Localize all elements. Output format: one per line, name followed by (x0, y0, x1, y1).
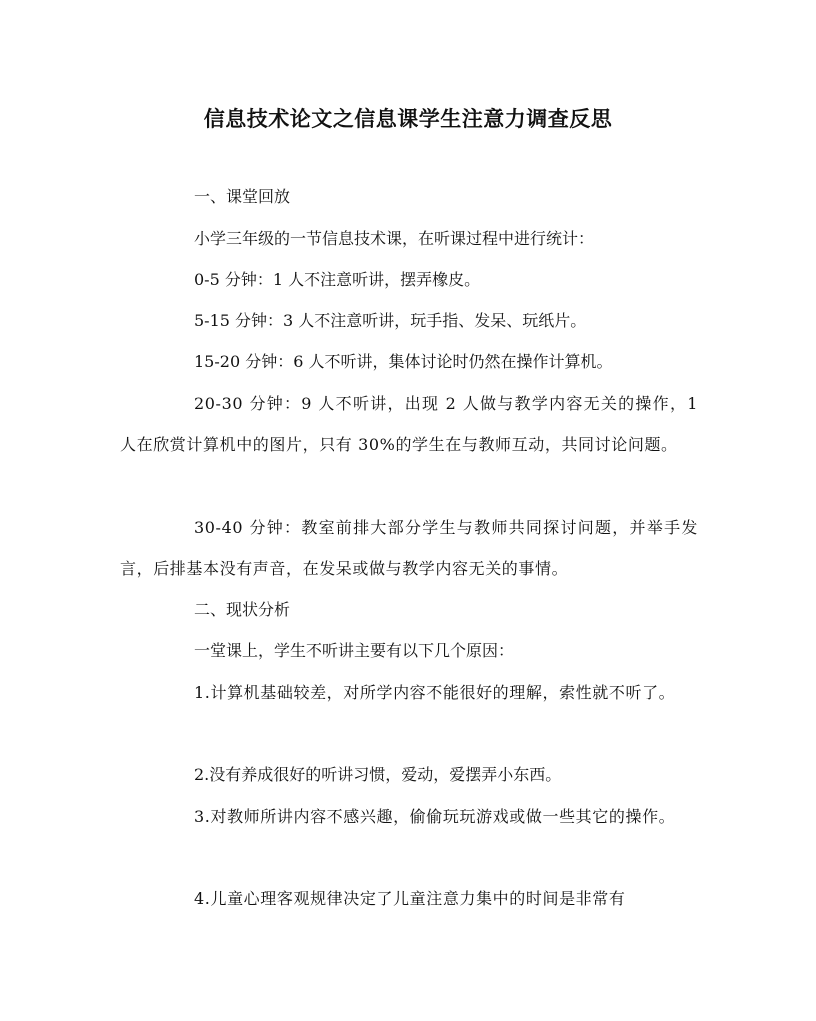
paragraph-reason-4: 4.儿童心理客观规律决定了儿童注意力集中的时间是非常有 (194, 889, 626, 908)
paragraph-5-15-min: 5-15 分钟：3 人不注意听讲，玩手指、发呆、玩纸片。 (194, 311, 587, 330)
paragraph-reasons-intro: 一堂课上，学生不听讲主要有以下几个原因： (194, 641, 515, 660)
paragraph-20-30-min: 20-30 分钟：9 人不听讲，出现 2 人做与教学内容无关的操作，1 人在欣赏计算机中的图片，只有 30%的学生在与教师互动，共同讨论问题。 (120, 394, 698, 454)
document-title: 信息技术论文之信息课学生注意力调查反思 (203, 106, 613, 131)
paragraph-intro: 小学三年级的一节信息技术课，在听课过程中进行统计： (194, 229, 595, 248)
paragraph-15-20-min: 15-20 分钟：6 人不听讲，集体讨论时仍然在操作计算机。 (194, 352, 613, 371)
section-heading-analysis: 二、现状分析 (194, 600, 291, 619)
paragraph-reason-2: 2.没有养成很好的听讲习惯，爱动，爱摆弄小东西。 (194, 765, 562, 784)
section-heading-review: 一、课堂回放 (194, 187, 291, 206)
paragraph-reason-1: 1.计算机基础较差，对所学内容不能很好的理解，索性就不听了。 (194, 683, 676, 702)
paragraph-reason-3: 3.对教师所讲内容不感兴趣，偷偷玩玩游戏或做一些其它的操作。 (194, 807, 676, 826)
paragraph-30-40-min: 30-40 分钟：教室前排大部分学生与教师共同探讨问题，并举手发言，后排基本没有声音，在发呆或做与教学内容无关的事情。 (120, 518, 698, 578)
paragraph-0-5-min: 0-5 分钟：1 人不注意听讲，摆弄橡皮。 (194, 270, 481, 289)
